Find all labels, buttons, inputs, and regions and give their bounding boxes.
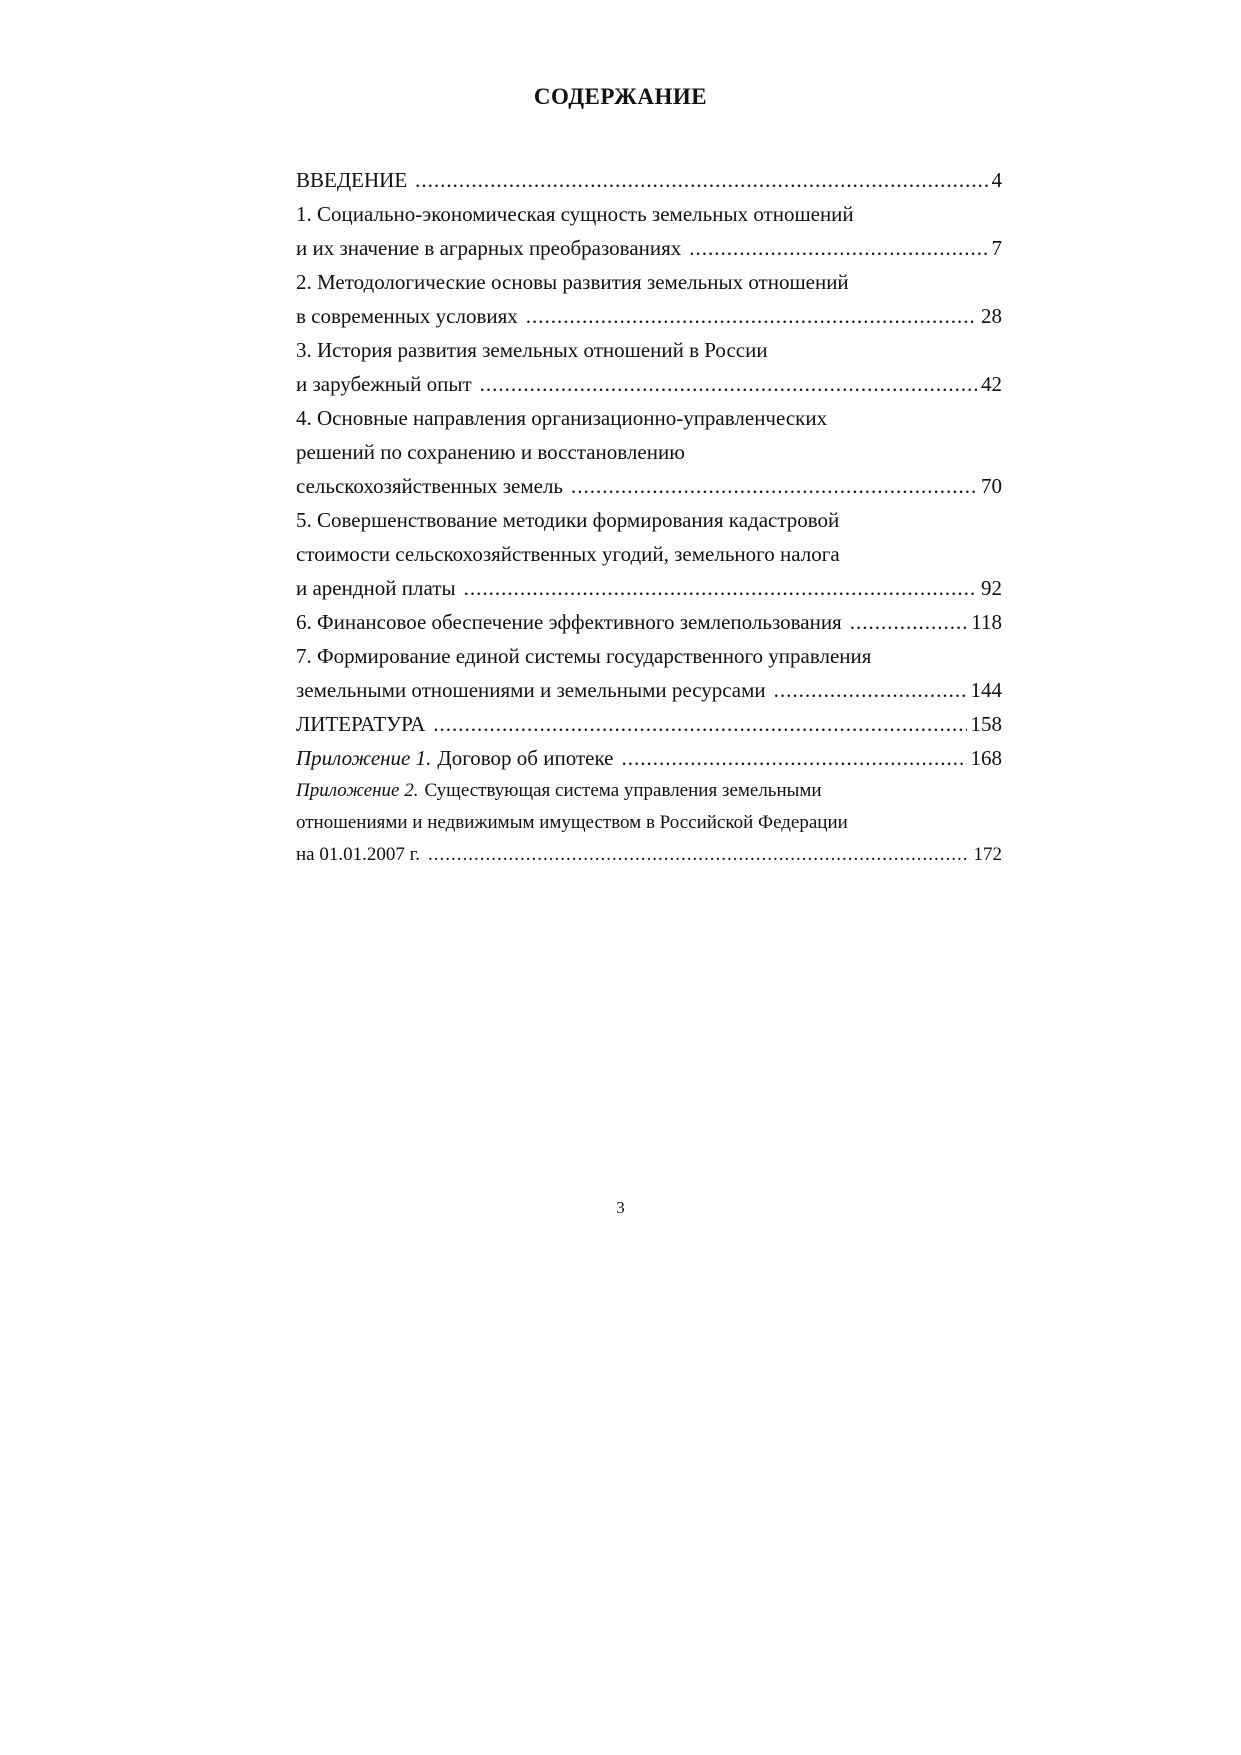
toc-entry-text: стоимости сельскохозяйственных угодий, земельного налога [296, 542, 840, 566]
toc-appendix-label: Приложение 2. [296, 780, 419, 801]
toc-entry-text: 4. Основные направления организационно-управленческих [296, 406, 828, 430]
toc-page-number: 70 [981, 474, 1002, 498]
toc-entry-ch4-line2[interactable] [296, 435, 1002, 469]
page-title: СОДЕРЖАНИЕ [533, 84, 708, 109]
toc-entry-appendix-2-line1[interactable] [296, 775, 1002, 807]
toc-entry-text: ВВЕДЕНИЕ [296, 168, 408, 192]
toc-page-number: 4 [991, 168, 1002, 192]
toc-leader-dots [571, 469, 977, 503]
toc-entry-appendix-2-line3[interactable] [296, 839, 1002, 871]
toc-leader-dots [850, 605, 968, 639]
toc-entry-ch3-line1[interactable] [296, 333, 1002, 367]
toc-entry-text: в современных условиях [296, 304, 518, 328]
toc-entry-text: решений по сохранению и восстановлению [296, 440, 685, 464]
toc-entry-ch4-line1[interactable] [296, 401, 1002, 435]
toc-entry-ch3-line2[interactable] [296, 367, 1002, 401]
toc-leader-dots [433, 707, 966, 741]
toc-entry-text: отношениями и недвижимым имуществом в Российской Федерации [296, 812, 848, 833]
toc-leader-dots [480, 367, 977, 401]
toc-entry-text: и арендной платы [296, 576, 456, 600]
toc-entry-text: сельскохозяйственных земель [296, 474, 564, 498]
toc-entry-text: ЛИТЕРАТУРА [296, 712, 426, 736]
toc-entry-ch2-line2[interactable] [296, 299, 1002, 333]
toc-entry-literature[interactable] [296, 707, 1002, 741]
toc-entry-text: Существующая система управления земельными [424, 780, 822, 801]
toc-page-number: 92 [981, 576, 1002, 600]
toc-entry-ch2-line1[interactable] [296, 265, 1002, 299]
toc-entry-text: 7. Формирование единой системы государственного управления [296, 644, 872, 668]
toc-leader-dots [464, 571, 977, 605]
toc-entry-intro[interactable] [296, 163, 1002, 197]
toc-leader-dots [689, 231, 987, 265]
toc-entry-text: 5. Совершенствование методики формирования кадастровой [296, 508, 840, 532]
toc-leader-dots [774, 673, 967, 707]
toc-entry-ch5-line3[interactable] [296, 571, 1002, 605]
toc-leader-dots [526, 299, 977, 333]
toc-appendix-label: Приложение 1. [296, 746, 432, 770]
toc-page-number: 144 [970, 678, 1002, 702]
toc-leader-dots [415, 163, 987, 197]
toc-entry-ch1-line2[interactable] [296, 231, 1002, 265]
toc-entry-text: земельными отношениями и земельными ресурсами [296, 678, 766, 702]
toc-entry-appendix-1[interactable] [296, 741, 1002, 775]
table-of-contents [296, 163, 1002, 871]
toc-entry-ch1-line1[interactable] [296, 197, 1002, 231]
toc-entry-ch5-line1[interactable] [296, 503, 1002, 537]
toc-leader-dots [621, 741, 966, 775]
toc-page-number: 7 [991, 236, 1002, 260]
toc-entry-text: и их значение в аграрных преобразованиях [296, 236, 682, 260]
page-number-footer: 3 [616, 1198, 625, 1217]
toc-entry-text: 3. История развития земельных отношений в России [296, 338, 768, 362]
toc-page-number: 28 [981, 304, 1002, 328]
toc-entry-text: 1. Социально-экономическая сущность земельных отношений [296, 202, 854, 226]
toc-leader-dots [428, 839, 969, 871]
toc-entry-text: на 01.01.2007 г. [296, 844, 421, 865]
toc-entry-text: 2. Методологические основы развития земельных отношений [296, 270, 849, 294]
toc-page-number: 168 [970, 746, 1002, 770]
toc-entry-text: и зарубежный опыт [296, 372, 472, 396]
toc-entry-ch6[interactable] [296, 605, 1002, 639]
toc-entry-ch5-line2[interactable] [296, 537, 1002, 571]
toc-entry-ch4-line3[interactable] [296, 469, 1002, 503]
toc-entry-appendix-2-line2[interactable] [296, 807, 1002, 839]
toc-page-number: 118 [971, 610, 1002, 634]
toc-entry-ch7-line2[interactable] [296, 673, 1002, 707]
toc-entry-text: 6. Финансовое обеспечение эффективного землепользования [296, 610, 842, 634]
toc-entry-text: Договор об ипотеке [437, 746, 614, 770]
toc-entry-ch7-line1[interactable] [296, 639, 1002, 673]
toc-page-number: 158 [970, 712, 1002, 736]
toc-page-number: 42 [981, 372, 1002, 396]
toc-page-number: 172 [973, 844, 1002, 865]
